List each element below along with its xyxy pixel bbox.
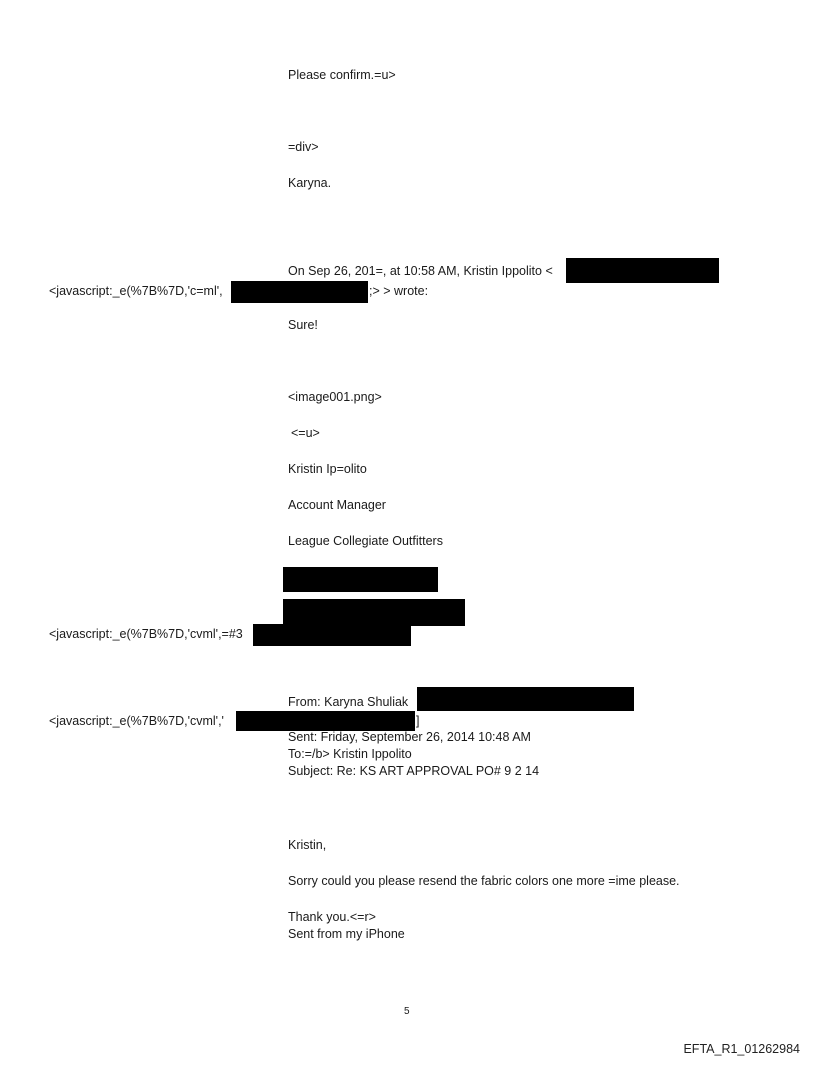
sent-from-line: Sent from my iPhone — [288, 927, 405, 941]
javascript-link-3-tail: ] — [416, 714, 420, 728]
quote-intro: On Sep 26, 201=, at 10:58 AM, Kristin Ippolito < — [288, 264, 553, 278]
sent-line: Sent: Friday, September 26, 2014 10:48 AM — [288, 730, 531, 744]
subject-line: Subject: Re: KS ART APPROVAL PO# 9 2 14 — [288, 764, 540, 778]
to-line: To:=/b> Kristin Ippolito — [288, 747, 412, 761]
redaction-block — [253, 624, 411, 646]
javascript-link-1: <javascript:_e(%7B%7D,'c=ml', — [49, 284, 223, 298]
javascript-link-2: <javascript:_e(%7B%7D,'cvml',=#3 — [49, 627, 243, 641]
signature-title: Account Manager — [288, 498, 386, 512]
redaction-block — [283, 599, 465, 626]
signature-name: Kristin Ip=olito — [288, 462, 367, 476]
signature-company: League Collegiate Outfitters — [288, 534, 443, 548]
line-karyna: Karyna. — [288, 176, 332, 190]
javascript-link-1-tail: ;> > wrote: — [369, 284, 429, 298]
javascript-link-3: <javascript:_e(%7B%7D,'cvml',' — [49, 714, 224, 728]
line-div: =div> — [288, 140, 319, 154]
redaction-block — [283, 567, 438, 592]
line-image: <image001.png> — [288, 390, 382, 404]
page-number: 5 — [404, 1006, 410, 1017]
thanks-line: Thank you.<=r> — [288, 910, 376, 924]
redaction-block — [566, 258, 719, 283]
body-text: Sorry could you please resend the fabric colors one more =ime please. — [288, 874, 680, 888]
document-id: EFTA_R1_01262984 — [683, 1042, 800, 1056]
line-sure: Sure! — [288, 318, 318, 332]
line-confirm: Please confirm.=u> — [288, 68, 396, 82]
redaction-block — [236, 711, 415, 731]
redaction-block — [231, 281, 368, 303]
from-line: From: Karyna Shuliak — [288, 695, 409, 709]
line-u: <=u> — [291, 426, 320, 440]
redaction-block — [417, 687, 634, 711]
greeting: Kristin, — [288, 838, 327, 852]
